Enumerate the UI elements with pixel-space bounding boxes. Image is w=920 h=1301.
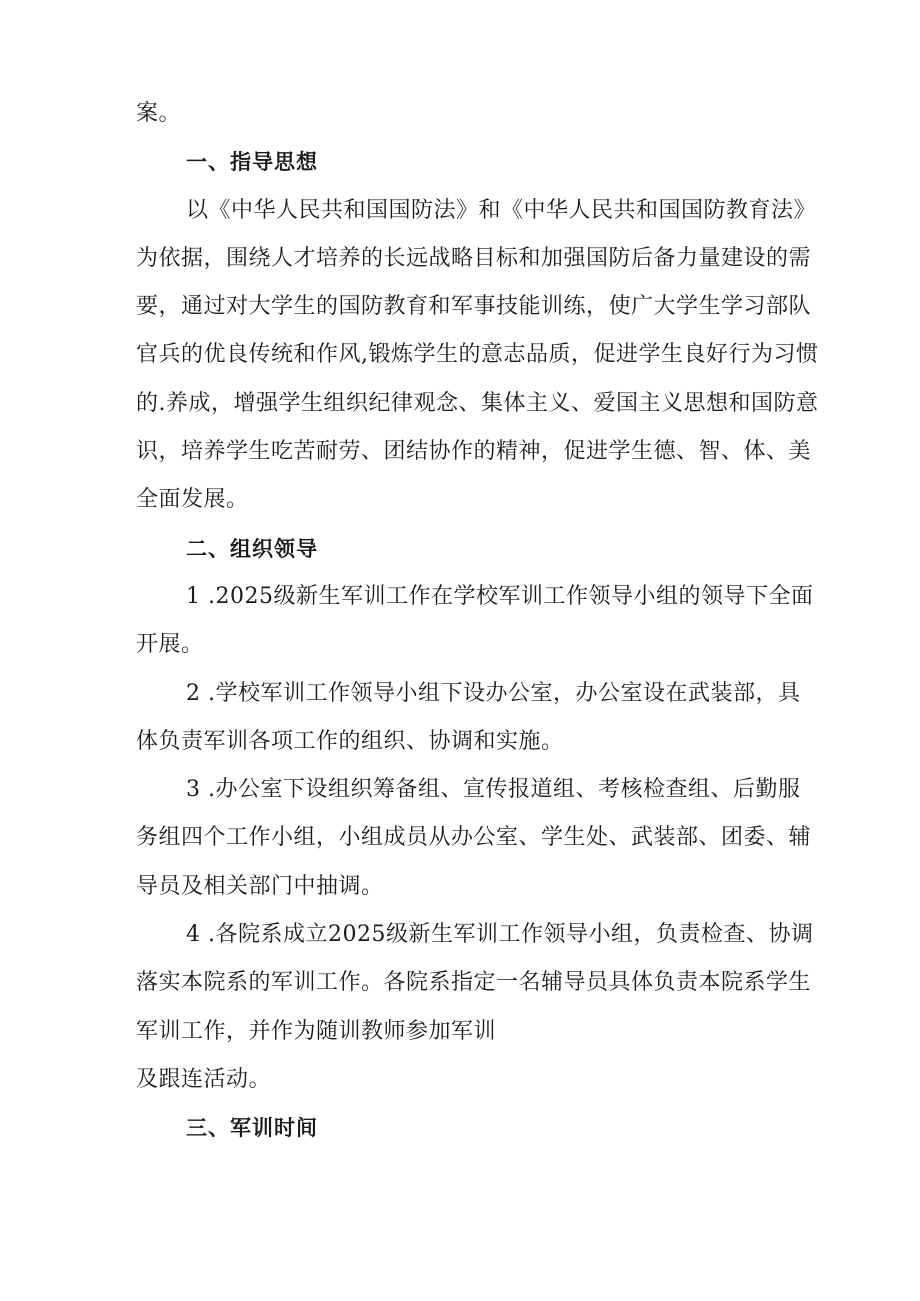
text-line: 官兵的优良传统和作风,锻炼学生的意志品质，促进学生良好行为习惯 bbox=[136, 342, 819, 367]
text-line: 开展。 bbox=[136, 632, 204, 657]
text-line: 为依据，围绕人才培养的长远战略目标和加强国防后备力量建设的需 bbox=[136, 246, 812, 271]
text-line: 全面发展。 bbox=[136, 487, 249, 512]
text-line: 要，通过对大学生的国防教育和军事技能训练，使广大学生学习部队 bbox=[136, 294, 812, 319]
section-heading-training-time: 三、军训时间 bbox=[186, 1116, 318, 1140]
text-line: 体负责军训各项工作的组织、协调和实施。 bbox=[136, 729, 564, 754]
text-line: 务组四个工作小组，小组成员从办公室、学生处、武装部、团委、辅 bbox=[136, 825, 812, 850]
text-line: 导员及相关部门中抽调。 bbox=[136, 874, 384, 899]
text-line: 3 .办公室下设组织筹备组、宣传报道组、考核检查组、后勤服 bbox=[186, 777, 801, 802]
text-line: 军训工作，并作为随训教师参加军训 bbox=[136, 1019, 497, 1044]
text-line: 2 .学校军训工作领导小组下设办公室，办公室设在武装部，具 bbox=[186, 681, 801, 706]
text-line: 以《中华人民共和国国防法》和《中华人民共和国国防教育法》 bbox=[186, 198, 817, 223]
text-line: 的.养成，增强学生组织纪律观念、集体主义、爱国主义思想和国防意 bbox=[136, 391, 819, 416]
text-line: 识，培养学生吃苦耐劳、团结协作的精神，促进学生德、智、体、美 bbox=[136, 439, 812, 464]
text-line: 及跟连活动。 bbox=[136, 1067, 272, 1092]
text-line: 1 .2025级新生军训工作在学校军训工作领导小组的领导下全面 bbox=[186, 584, 814, 609]
section-heading-organization: 二、组织领导 bbox=[186, 537, 318, 561]
text-line: 4 .各院系成立2025级新生军训工作领导小组，负责检查、协调 bbox=[186, 922, 814, 947]
section-heading-guiding-ideology: 一、指导思想 bbox=[186, 150, 318, 174]
text-line: 案。 bbox=[136, 101, 182, 126]
text-line: 落实本院系的军训工作。各院系指定一名辅导员具体负责本院系学生 bbox=[136, 970, 812, 995]
